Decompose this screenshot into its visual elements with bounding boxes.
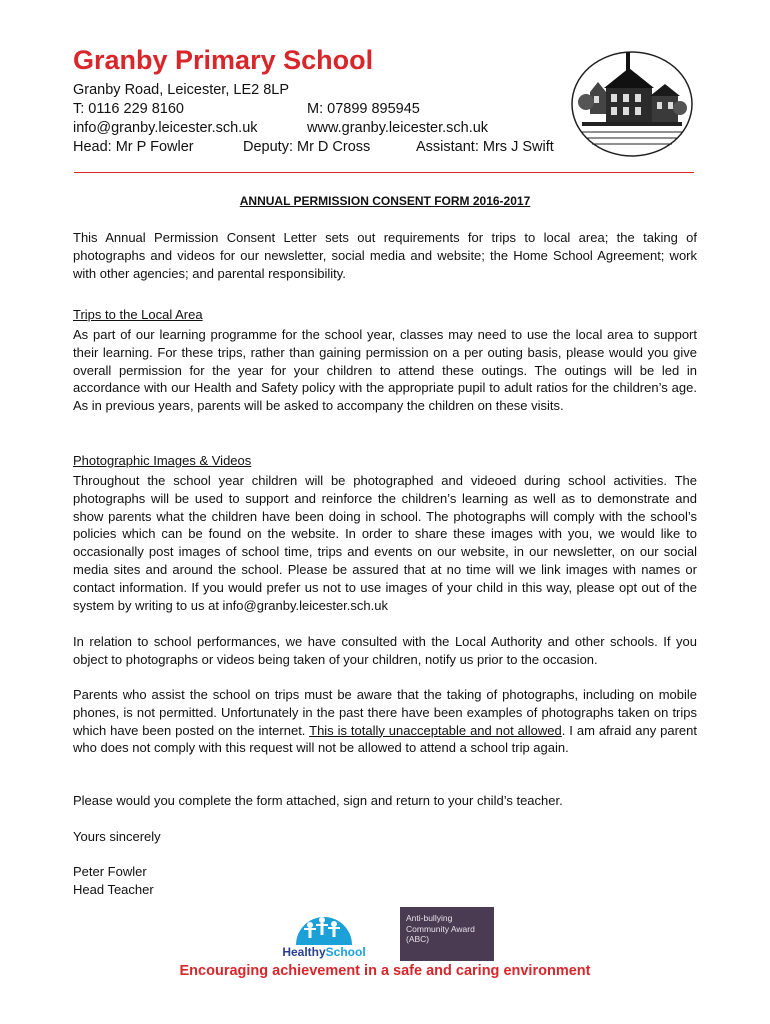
closing-line: Yours sincerely: [73, 829, 161, 844]
healthy-school-logo: [274, 907, 374, 962]
abc-line-2: Community Award: [406, 923, 475, 934]
email: info@granby.leicester.sch.uk: [73, 120, 258, 136]
trips-paragraph: As part of our learning programme for the school year, classes may need to use the local area to support their learning. For these trips, rather than gaining permission on a per outing basis, please would you give overall permission for the year for your children to attend these outings. The outings will be led in accordance with our Health and Safety policy with the appropriate pupil to adult ratios for the children’s age. As in previous years, parents will be asked to accompany the children on these visits.: [73, 327, 697, 414]
photos-heading: Photographic Images & Videos: [73, 453, 252, 468]
anti-bullying-award-logo: [400, 907, 494, 961]
header-divider: [74, 172, 694, 173]
school-motto: Encouraging achievement in a safe and caring environment: [179, 963, 591, 979]
parents-text-before: Parents who assist the school on trips must be aware that the taking of photographs, including on mobile phones, is not permitted. Unfortunately in the past there have been examples of photographs taken on trips which have been posted on the internet.: [73, 687, 697, 738]
signature-name: Peter Fowler: [73, 864, 147, 879]
intro-paragraph: This Annual Permission Consent Letter sets out requirements for trips to local area; the taking of photographs and videos for our newsletter, social media and website; the Home School Agreement; work with other agencies; and parental responsibility.: [73, 230, 697, 281]
mobile: M: 07899 895945: [307, 101, 420, 117]
telephone: T: 0116 229 8160: [73, 101, 184, 117]
school-word: School: [325, 945, 366, 959]
assistant-head: Assistant: Mrs J Swift: [416, 139, 554, 155]
trips-heading: Trips to the Local Area: [73, 307, 203, 322]
parents-emphasis: This is totally unacceptable and not allowed: [309, 722, 562, 738]
head-teacher: Head: Mr P Fowler: [73, 139, 194, 155]
performances-paragraph: In relation to school performances, we have consulted with the Local Authority and other schools. If you object to photographs or videos being taken of your children, notify us prior to the occasion.: [73, 634, 697, 667]
parents-paragraph: [73, 686, 697, 757]
abc-line-3: (ABC): [406, 934, 430, 944]
school-building-crest-icon: [568, 44, 696, 159]
deputy-head: Deputy: Mr D Cross: [243, 139, 371, 155]
parents-text-after: . I am afraid any parent who does not comply with this request will not be allowed to attend a school trip again.: [73, 722, 698, 756]
address: Granby Road, Leicester, LE2 8LP: [73, 82, 290, 98]
abc-line-1: Anti-bullying: [406, 913, 453, 923]
signature-title: Head Teacher: [73, 882, 154, 897]
request-line: Please would you complete the form attached, sign and return to your child’s teacher.: [73, 793, 563, 808]
healthy-school-figures-icon: [292, 907, 356, 945]
website: www.granby.leicester.sch.uk: [307, 120, 489, 136]
photos-paragraph: Throughout the school year children will be photographed and videoed during school activities. The photographs will be used to support and reinforce the children’s learning as well as to demonstrate and show parents what the children have been doing in school. The photographs will comply with the school’s policies which can be found on the website. In order to share these images with you, we would like to occasionally post images of school time, trips and events on our website, in our newsletter, on our social media sites and around the school. Please be assured that at no time will we link images with names or contact information. If you would prefer us not to use images of your child in this way, please opt out of the system by writing to us at info@granby.leicester.sch.uk: [73, 473, 697, 613]
form-title: ANNUAL PERMISSION CONSENT FORM 2016-2017: [239, 194, 531, 208]
school-name: Granby Primary School: [73, 45, 374, 75]
healthy-word: Healthy: [282, 945, 326, 959]
